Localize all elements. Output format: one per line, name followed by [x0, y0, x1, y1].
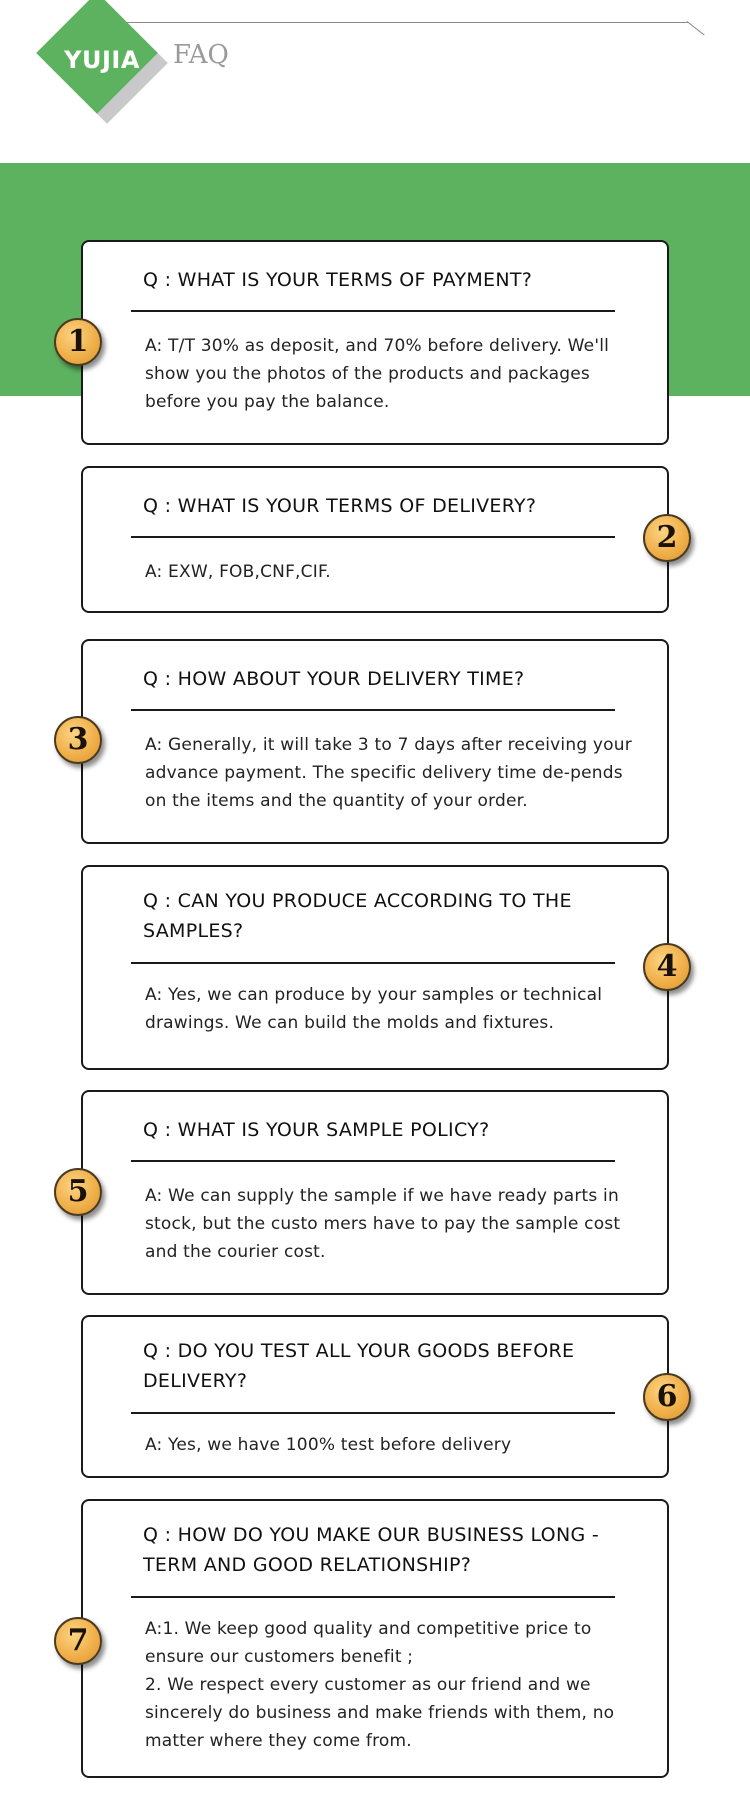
faq-answer: A: Generally, it will take 3 to 7 days after receiving your advance payment. The specific delivery time de-pends on the items and the quantity of your order. [145, 735, 632, 811]
faq-question: Q : HOW DO YOU MAKE OUR BUSINESS LONG -TERM AND GOOD RELATIONSHIP? [143, 1524, 599, 1576]
faq-answer: A: T/T 30% as deposit, and 70% before delivery. We'll show you the photos of the products and packages before you pay the balance. [145, 336, 610, 412]
faq-number-badge: 6 [643, 1373, 691, 1421]
header-divider-tick [687, 21, 705, 35]
faq-answer: A: Yes, we can produce by your samples or technical drawings. We can build the molds and fixtures. [145, 985, 603, 1033]
faq-divider [131, 709, 615, 711]
faq-question: Q : WHAT IS YOUR TERMS OF DELIVERY? [143, 495, 537, 517]
header-divider-line [118, 22, 688, 23]
page-header [0, 0, 750, 160]
faq-answer: A: We can supply the sample if we have ready parts in stock, but the custo mers have to pay the sample cost and the courier cost. [145, 1186, 621, 1262]
faq-answer: A: EXW, FOB,CNF,CIF. [145, 562, 331, 582]
faq-divider [131, 1412, 615, 1414]
page-title: FAQ [173, 40, 229, 70]
faq-question: Q : CAN YOU PRODUCE ACCORDING TO THE SAMPLES? [143, 890, 572, 942]
faq-card-5 [81, 1090, 669, 1295]
faq-number-badge: 3 [54, 716, 102, 764]
faq-card-7 [81, 1499, 669, 1778]
faq-number-badge: 4 [643, 943, 691, 991]
faq-answer-line: 2. We respect every customer as our friend and we sincerely do business and make friends with them, no matter where they come from. [145, 1675, 615, 1751]
faq-question: Q : WHAT IS YOUR SAMPLE POLICY? [143, 1119, 490, 1141]
faq-divider [131, 1596, 615, 1598]
faq-question: Q : HOW ABOUT YOUR DELIVERY TIME? [143, 668, 525, 690]
faq-divider [131, 310, 615, 312]
faq-number-badge: 1 [54, 318, 102, 366]
faq-divider [131, 536, 615, 538]
faq-card-3 [81, 639, 669, 844]
faq-card-4 [81, 865, 669, 1070]
faq-question: Q : DO YOU TEST ALL YOUR GOODS BEFORE DELIVERY? [143, 1340, 575, 1392]
faq-answer [145, 1615, 645, 1755]
faq-divider [131, 962, 615, 964]
faq-answer-line: A:1. We keep good quality and competitive price to ensure our customers benefit ; [145, 1619, 592, 1667]
faq-number-badge: 2 [643, 514, 691, 562]
faq-card-6 [81, 1315, 669, 1478]
faq-divider [131, 1160, 615, 1162]
faq-answer: A: Yes, we have 100% test before delivery [145, 1435, 512, 1455]
faq-number-badge: 5 [54, 1168, 102, 1216]
faq-question: Q : WHAT IS YOUR TERMS OF PAYMENT? [143, 269, 533, 291]
faq-card-1 [81, 240, 669, 445]
brand-logo-text: YUJIA [64, 46, 140, 74]
faq-number-badge: 7 [54, 1617, 102, 1665]
faq-card-2 [81, 466, 669, 613]
